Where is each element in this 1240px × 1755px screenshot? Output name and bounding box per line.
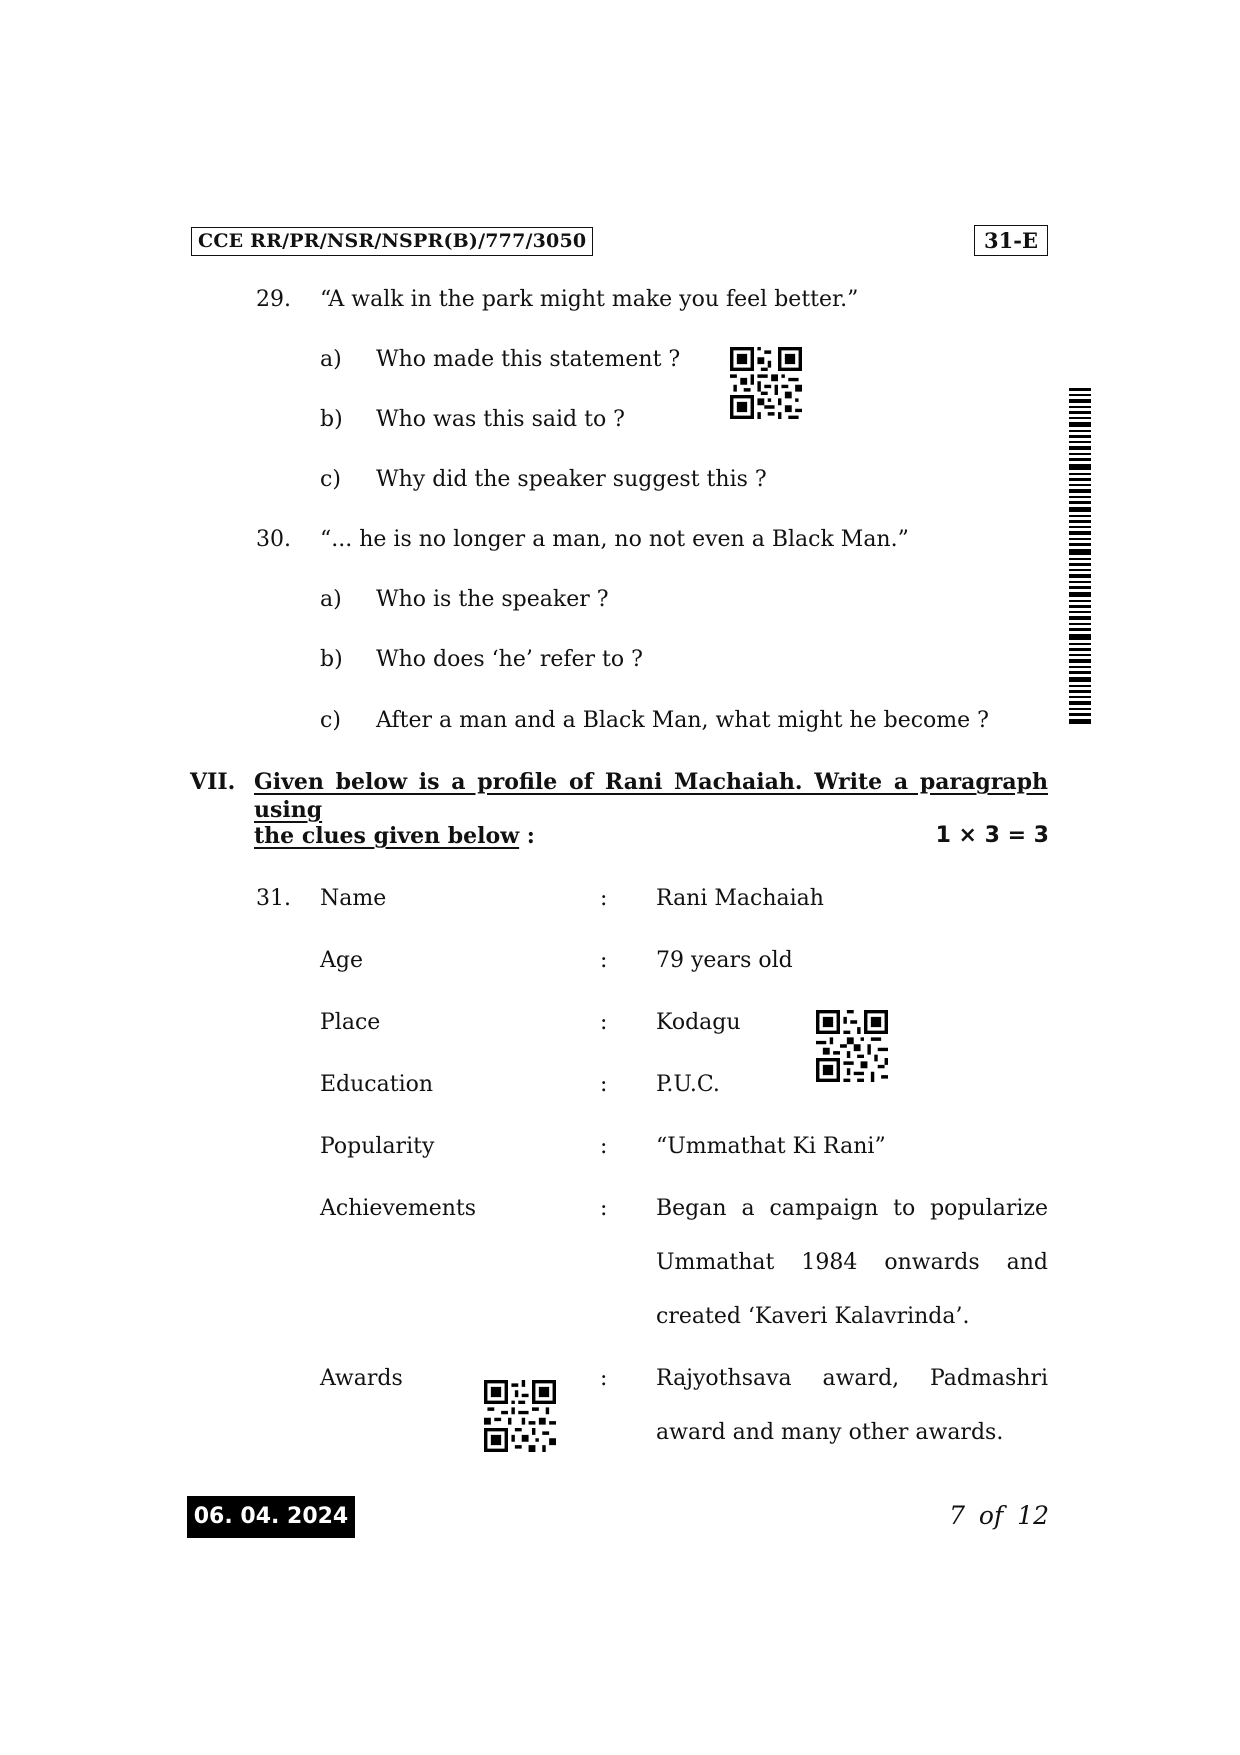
profile-label: Achievements <box>320 1196 477 1221</box>
profile-value: “Ummathat Ki Rani” <box>656 1134 886 1159</box>
section-instruction-cont: the clues given below : <box>254 823 535 849</box>
qr-code-icon <box>730 347 802 419</box>
part-label: a) <box>320 347 342 372</box>
part-text: Why did the speaker suggest this ? <box>376 467 767 492</box>
marks-allotted: 1 × 3 = 3 <box>935 823 1049 848</box>
profile-label: Place <box>320 1010 381 1035</box>
page-number: 7 of 12 <box>949 1501 1049 1530</box>
part-text: Who is the speaker ? <box>376 587 609 612</box>
profile-value-line: created ‘Kaveri Kalavrinda’. <box>656 1304 970 1329</box>
profile-label: Age <box>320 948 363 973</box>
profile-label: Awards <box>320 1366 403 1391</box>
profile-value: P.U.C. <box>656 1072 720 1097</box>
profile-colon: : <box>600 1072 608 1097</box>
profile-colon: : <box>600 1196 608 1221</box>
profile-colon: : <box>600 886 608 911</box>
profile-value: Rani Machaiah <box>656 886 824 911</box>
question-number: 29. <box>256 287 291 312</box>
question-quote: “A walk in the park might make you feel better.” <box>320 287 859 312</box>
part-label: b) <box>320 647 343 672</box>
part-text: Who made this statement ? <box>376 347 681 372</box>
paper-code: CCE RR/PR/NSR/NSPR(B)/777/3050 <box>191 227 593 256</box>
part-text: Who was this said to ? <box>376 407 625 432</box>
qr-code-icon <box>484 1380 556 1452</box>
section-number: VII. <box>190 769 236 795</box>
qr-code-icon <box>816 1010 888 1082</box>
profile-label: Name <box>320 886 387 911</box>
profile-value-line: award and many other awards. <box>656 1420 1004 1445</box>
part-label: b) <box>320 407 343 432</box>
profile-label: Education <box>320 1072 434 1097</box>
part-text: Who does ‘he’ refer to ? <box>376 647 643 672</box>
profile-label: Popularity <box>320 1134 435 1159</box>
part-text: After a man and a Black Man, what might he become ? <box>376 708 989 733</box>
profile-value: 79 years old <box>656 948 793 973</box>
subject-code: 31-E <box>974 225 1048 256</box>
section-instruction: Given below is a profile of Rani Machaiah. Write a paragraph using <box>254 769 1048 823</box>
profile-value: Kodagu <box>656 1010 741 1035</box>
question-quote: “... he is no longer a man, no not even a Black Man.” <box>320 527 909 552</box>
profile-value-line: Rajyothsava award, Padmashri <box>656 1366 1048 1391</box>
exam-date: 06. 04. 2024 <box>187 1496 355 1538</box>
part-label: c) <box>320 467 341 492</box>
profile-colon: : <box>600 1010 608 1035</box>
profile-colon: : <box>600 948 608 973</box>
profile-colon: : <box>600 1366 608 1391</box>
part-label: c) <box>320 708 341 733</box>
profile-value-line: Began a campaign to popularize <box>656 1196 1048 1221</box>
profile-colon: : <box>600 1134 608 1159</box>
profile-value-line: Ummathat 1984 onwards and <box>656 1250 1048 1275</box>
question-number: 30. <box>256 527 291 552</box>
question-number: 31. <box>256 886 291 911</box>
barcode-icon <box>1069 388 1091 724</box>
part-label: a) <box>320 587 342 612</box>
